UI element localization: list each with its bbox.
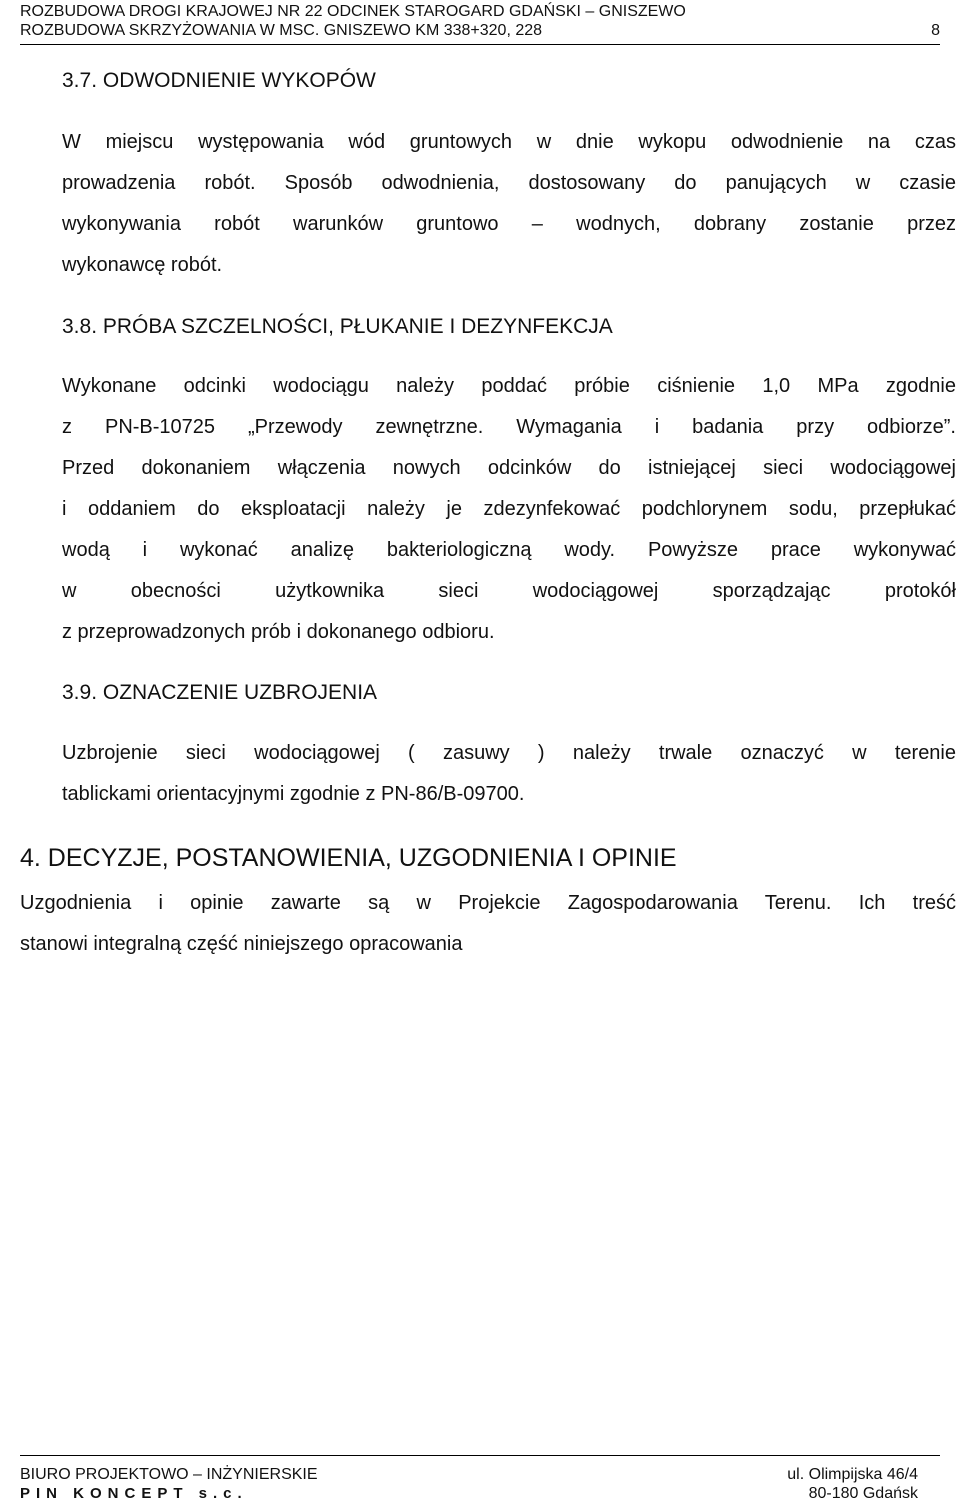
chapter-paragraph-4 [20,883,956,965]
section-paragraph-3-8 [62,366,956,653]
section-paragraph-3-9 [62,733,956,815]
chapter-heading-4: 4. DECYZJE, POSTANOWIENIA, UZGODNIENIA I OPINIE [20,844,677,872]
paragraph-line: W miejscu występowania wód gruntowych w dnie wykopu odwodnienie na czas [62,131,956,153]
header-title-line-2: ROZBUDOWA SKRZYŻOWANIA W MSC. GNISZEWO KM 338+320, 228 [20,22,543,39]
paragraph-line: i oddaniem do eksploatacji należy je zdezynfekować podchlorynem sodu, przepłukać [62,498,956,520]
paragraph-line: Przed dokonaniem włączenia nowych odcinków do istniejącej sieci wodociągowej [62,457,956,479]
page-number: 8 [931,22,940,39]
footer-city: 80-180 Gdańsk [808,1485,918,1502]
paragraph-line: Uzgodnienia i opinie zawarte są w Projekcie Zagospodarowania Terenu. Ich treść [20,892,956,914]
footer-office-label: BIURO PROJEKTOWO – INŻYNIERSKIE [20,1466,318,1483]
footer-address [787,1465,918,1503]
section-heading-3-8: 3.8. PRÓBA SZCZELNOŚCI, PŁUKANIE I DEZYNFEKCJA [62,315,613,338]
paragraph-line: stanowi integralną część niniejszego opracowania [20,933,463,955]
paragraph-line: prowadzenia robót. Sposób odwodnienia, dostosowany do panujących w czasie [62,172,956,194]
header-title-line-1: ROZBUDOWA DROGI KRAJOWEJ NR 22 ODCINEK STAROGARD GDAŃSKI – GNISZEWO [20,3,686,20]
footer-divider [20,1455,940,1456]
footer-firm-name: PIN KONCEPT s.c. [20,1485,248,1502]
header-divider [20,44,940,45]
paragraph-line: tablickami orientacyjnymi zgodnie z PN-86/B-09700. [62,783,525,805]
section-heading-3-7: 3.7. ODWODNIENIE WYKOPÓW [62,69,376,92]
footer-company [20,1465,318,1503]
paragraph-line: w obecności użytkownika sieci wodociągowej sporządzając protokół [62,580,956,602]
paragraph-line: z PN-B-10725 „Przewody zewnętrzne. Wymagania i badania przy odbiorze”. [62,416,956,438]
section-paragraph-3-7 [62,122,956,286]
paragraph-line: wykonawcę robót. [62,254,223,276]
paragraph-line: Uzbrojenie sieci wodociągowej ( zasuwy ) należy trwale oznaczyć w terenie [62,742,956,764]
paragraph-line: wodą i wykonać analizę bakteriologiczną wody. Powyższe prace wykonywać [62,539,956,561]
section-heading-3-9: 3.9. OZNACZENIE UZBROJENIA [62,681,378,704]
paragraph-line: Wykonane odcinki wodociągu należy poddać próbie ciśnienie 1,0 MPa zgodnie [62,375,956,397]
paragraph-line: wykonywania robót warunków gruntowo – wodnych, dobrany zostanie przez [62,213,956,235]
footer-street: ul. Olimpijska 46/4 [787,1466,918,1483]
page-header [20,2,940,40]
paragraph-line: z przeprowadzonych prób i dokonanego odbioru. [62,621,495,643]
